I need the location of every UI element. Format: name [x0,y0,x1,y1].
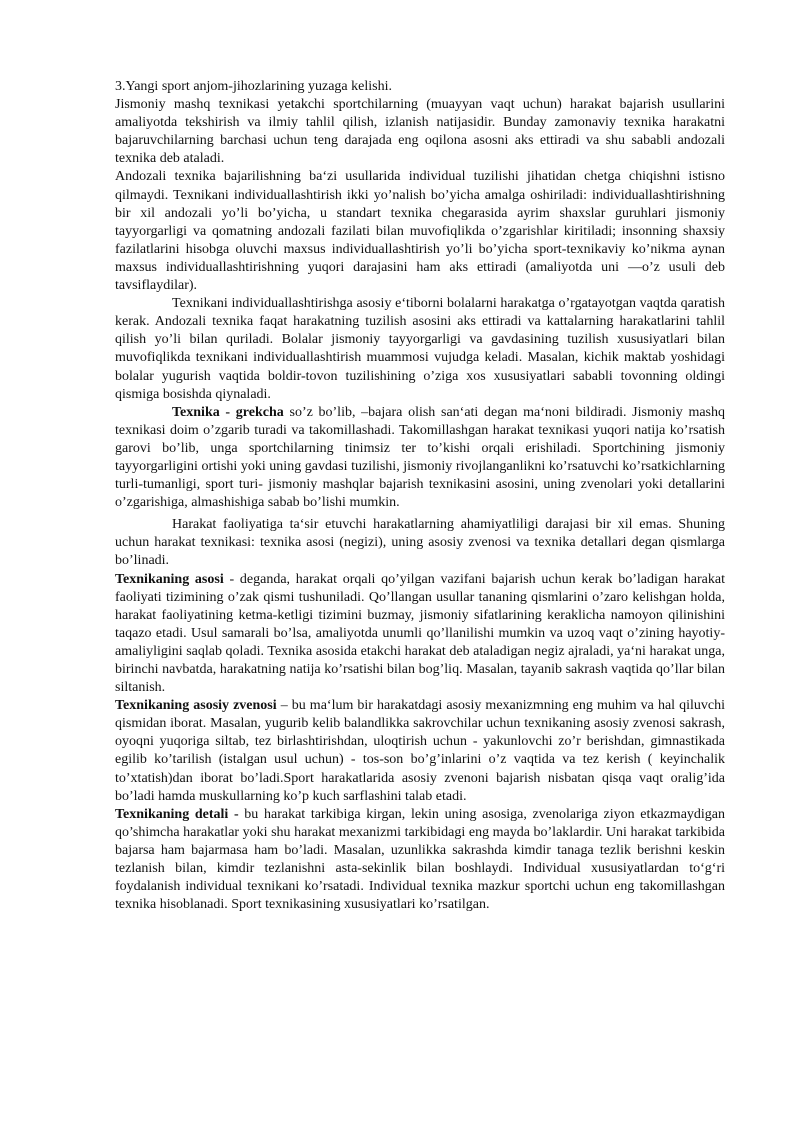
paragraph-8 [115,806,725,915]
term-asosiy-zvenosi: Texnikaning asosiy zvenosi [115,698,277,714]
paragraph-4-text: so’z bo’lib, –bajara olish san‘ati degan ma‘noni bildiradi. Jismoniy mashq texnikasi doim o’zgarib turadi va takomillashadi. Takomillashgan harakat texnikasi yuqori natija ko’rsatish garovi bo’lib, unga sportchilarning tinimsiz ter to’kishi orqali erishiladi. Sportchining jismoniy tayyorgarligini ortishi yoki uning gavdasi tuzilishi, jismoniy rivojlanganlikni ko’rsatuvchi ko’rsatkichlarning turli-tumanligi, sport turi- jismoniy mashqlar bajarish texnikasini asosini, uning zvenolari yoki detallarini o’zgarishiga, almashishiga sabab bo’lishi mumkin. [115,404,726,511]
term-texnika-detali: Texnikaning detali - [115,806,239,822]
paragraph-7-text: – bu ma‘lum bir harakatdagi asosiy mexanizmning eng muhim va hal qiluvchi qismidan iborat. Masalan, yugurib kelib balandlikka sakrovchilar uchun texnikaning asosiy zvenosi sakrash, oyoqni yuqoriga siltab, tez birlashtirishdan, uloqtirish uchun - yakunlovchi zo’r berishdan, gimnastikada egilib ko’tarilish (istalgan usul uchun) - tos-son bo’g’inlarini o’z vaqtida va tez kerish ( keyinchalik to’xtatish)dan iborat bo’ladi.Sport harakatlarida asosiy zvenoni bajarish nisbatan qisqa vaqt oralig’ida bo’ladi hamda muskullarning ko’p kuch sarflashini talab etadi. [115,698,725,804]
paragraph-7 [115,697,725,806]
paragraph-2: Andozali texnika bajarilishning ba‘zi usullarida individual tuzilishi jihatidan chetga chiqishni istisno qilmaydi. Texnikani individuallashtirish ikki yo’nalish bo’yicha amalga oshiriladi: individuallashtirishning bir xil andozali yo’li bo’yicha, u standart texnika chegarasida ayrim shaxslar guruhlari jismoniy tayyorgarligi va qomatning andozali fazilati bilan muvofiqlikda o’zgarishlar kiritiladi; insonning shaxsiy fazilatlarini hisobga oluvchi maxsus individuallashtirish yo’li bo’yicha sport-texnikaviy ko’nikma aynan maxsus individuallashtirishning yuqori darajasini ham aks ettiradi (amaliyotda uni —o’z usuli deb tavsiflaydilar). [115,169,725,294]
paragraph-4 [115,404,725,513]
document-page [115,78,725,914]
term-texnika: Texnika - grekcha [172,404,284,420]
term-texnika-asosi: Texnikaning asosi [115,571,224,587]
paragraph-5: Harakat faoliyatiga ta‘sir etuvchi harakatlarning ahamiyatliligi darajasi bir xil emas. Shuning uchun harakat texnikasi: texnika asosi (negizi), uning asosiy zvenosi va texnika detallari degan qismlarga bo’linadi. [115,517,725,569]
paragraph-3: Texnikani individuallashtirishga asosiy e‘tiborni bolalarni harakatga o’rgatayotgan vaqtda qaratish kerak. Andozali texnika faqat harakatning tuzilish asosini aks ettiradi va kattalarning harakatlarini tahlil qilish yo’li bilan quriladi. Bolalar jismoniy tayyorgarligi va gavdasining tuzilish xususiyatlari bilan muvofiqlikda texnikani individuallashtirish muammosi vujudga keladi. Masalan, kichik maktab yoshidagi bolalar yugurish vaqtida boldir-tovon tuzilishining o’ziga xos xususiyatlari sababli tovonning oldingi qismiga bosishda qiynaladi. [115,296,725,402]
paragraph-6 [115,571,725,698]
paragraph-1: Jismoniy mashq texnikasi yetakchi sportchilarning (muayyan vaqt uchun) harakat bajarish usullarini amaliyotda tekshirish va ilmiy tahlil qilish, izlanish natijasidir. Bunday zamonaviy texnika harakatni bajaruvchilarning barchasi uchun teng darajada eng oqilona asosni aks ettiradi va shu sababli andozali texnika deb ataladi. [115,97,725,167]
paragraph-8-text: bu harakat tarkibiga kirgan, lekin uning asosiga, zvenolariga ziyon etkazmaydigan qo’shimcha harakatlar yoki shu harakat mexanizmi tarkibidagi eng mayda bo’laklardir. Uni harakat tarkibida bajarsa ham bajarmasa ham bo’ladi. Masalan, uzunlikka sakrashda kimdir tanaga tezlik berishni keskin tezlanish bilan, kimdir tezlanishni asta-sekinlik bilan boshlaydi. Individual xususiyatlardan to‘g‘ri foydalanish individual texnikani ko’rsatadi. Individual texnika mazkur sportchi uchun eng takomillashgan texnika hisoblanadi. Sport texnikasining xususiyatlari ko’rsatilgan. [115,806,726,913]
section-heading: 3.Yangi sport anjom-jihozlarining yuzaga kelishi. [115,79,392,94]
paragraph-6-text: - deganda, harakat orqali qo’yilgan vazifani bajarish uchun kerak bo’ladigan harakat faoliyati tizimining o’zak qismi tushuniladi. Qo’llangan usullar tananing qismlarini o’zaro kelishgan holda, harakat faoliyatining ketma-ketligi tizimini buzmay, jismoniy sifatlarining keraklicha namoyon qilinishini taqazo etadi. Usul samarali bo’lsa, amaliyotda unumli qo’llanilishi mumkin va uzoq vaqt o’zining hayotiy- amaliyligini saqlab qoladi. Texnika asosida etakchi harakat deb ataladigan negiz ajraladi, ya‘ni harakat unga, birinchi navbatda, harakatning natija ko’rsatishi bilan bog’liq. Masalan, tayanib sakrash vaqtida qo’llar bilan siltanish. [115,571,726,696]
